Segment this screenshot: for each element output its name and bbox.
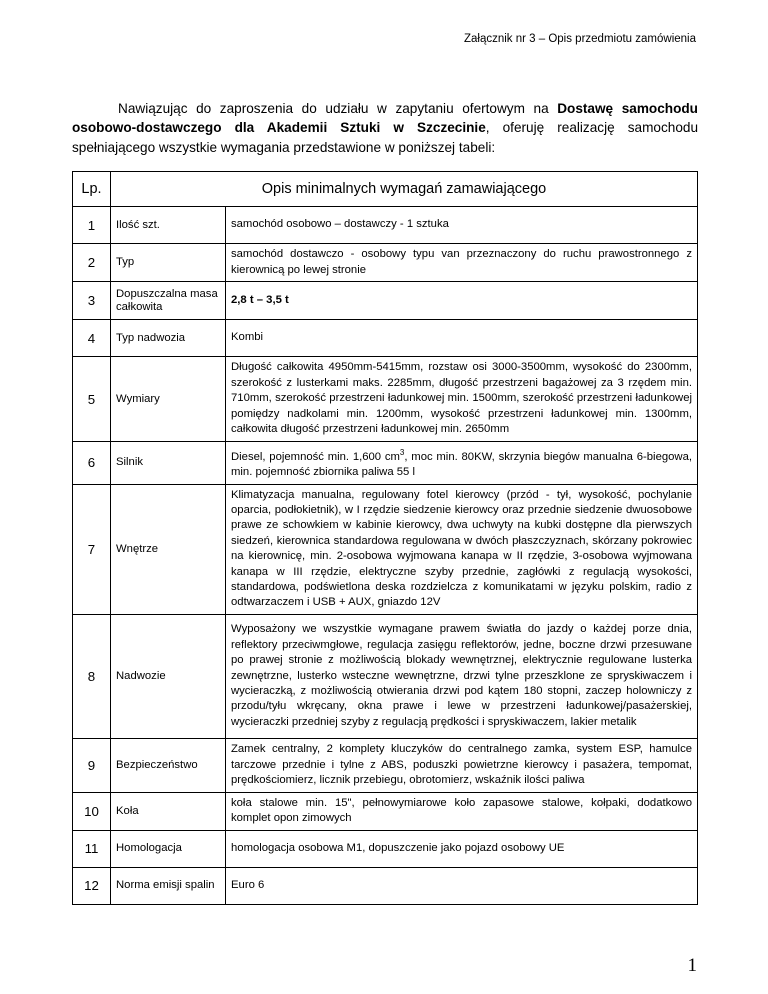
row-label: Silnik [111,442,226,485]
page-number: 1 [687,955,697,976]
engine-superscript: 3 [399,448,405,457]
row-number: 5 [73,357,111,442]
page-header: Załącznik nr 3 – Opis przedmiotu zamówienia [463,33,696,45]
row-label: Ilość szt. [111,207,226,244]
row-description: Długość całkowita 4950mm-5415mm, rozstaw osi 3000-3500mm, wysokość do 2300mm, szerokość z lusterkami maks. 2285mm, długość przestrzeni bagażowej za 3 rzędem min. 710mm, szerokość przestrzeni ładunkowej min. 1500mm, szerokość przestrzeni ładunkowej pomiędzy nadkolami min. 1200mm, wysokość przestrzeni ładunkowej min. 1300mm, całkowita długość przestrzeni ładunkowej min. 2650mm [226,357,698,442]
table-row [73,792,698,830]
table-row [73,867,698,904]
row-label: Typ nadwozia [111,320,226,357]
requirements-table [72,171,698,905]
table-row [73,614,698,738]
row-label: Wymiary [111,357,226,442]
row-label: Typ [111,244,226,282]
row-number: 9 [73,738,111,792]
row-number: 4 [73,320,111,357]
row-label: Dopuszczalna masa całkowita [111,282,226,320]
row-number: 11 [73,830,111,867]
table-row [73,244,698,282]
intro-subject: Dostawę samochodu osobowo-dostawczego dla Akademii Sztuki w Szczecinie [72,101,698,136]
row-label: Homologacja [111,830,226,867]
table-row [73,357,698,442]
intro-text-1: Nawiązując do zaproszenia do udziału w zapytaniu ofertowym na [118,101,558,116]
row-label: Koła [111,792,226,830]
table-header-row [73,172,698,207]
row-description: Zamek centralny, 2 komplety kluczyków do centralnego zamka, system ESP, hamulce tarczowe przednie i tylne z ABS, poduszki powietrzne kierowcy i pasażera, tempomat, prędkościomierz, licznik przebiegu, obrotomierz, wskaźnik ilości paliwa [226,738,698,792]
row-description: Euro 6 [226,867,698,904]
table-row [73,830,698,867]
row-description: homologacja osobowa M1, dopuszczenie jako pojazd osobowy UE [226,830,698,867]
row-description: samochód dostawczo - osobowy typu van przeznaczony do ruchu prawostronnego z kierownicą po lewej stronie [226,244,698,282]
row-description: Klimatyzacja manualna, regulowany fotel kierowcy (przód - tył, wysokość, pochylanie oparcia, podłokietnik), w I rzędzie siedzenie kierowcy oraz przednie siedzenie dwuosobowe prawe ze schowkiem w kabinie kierowcy, dwa uchwyty na kubki dostępne dla pierwszych siedzeń, kierownica standardowa regulowana w dwóch płaszczyznach, skórzany pokrowiec na kierownicę, min. 2-osobowa wyjmowana kanapa w II rzędzie, 3-osobowa wyjmowana kanapa w III rzędzie, elektryczne szyby przednie, zagłówki z regulacją wysokości, standardowa, podświetlona deska rozdzielcza z komunikatami w języku polskim, radio z odtwarzaczem i USB + AUX, gniazdo 12V [226,484,698,614]
intro-text-2: , oferuję realizację samochodu spełniającego wszystkie wymagania przedstawione w poniższej tabeli: [72,120,699,155]
row-number: 8 [73,614,111,738]
intro-paragraph [72,99,698,157]
row-number: 10 [73,792,111,830]
row-label: Nadwozie [111,614,226,738]
row-description [226,442,698,485]
table-row [73,738,698,792]
row-number: 6 [73,442,111,485]
col-header-desc: Opis minimalnych wymagań zamawiającego [111,172,698,207]
row-number: 12 [73,867,111,904]
engine-text-1: Diesel, pojemność min. 1,600 cm [231,450,400,463]
col-header-lp: Lp. [73,172,111,207]
row-description: samochód osobowo – dostawczy - 1 sztuka [226,207,698,244]
row-label: Bezpieczeństwo [111,738,226,792]
row-description: 2,8 t – 3,5 t [226,282,698,320]
row-label: Norma emisji spalin [111,867,226,904]
engine-text-2: , moc min. 80KW, skrzynia biegów manualna 6-biegowa, min. pojemność zbiornika paliwa 55 l [231,450,692,479]
row-number: 7 [73,484,111,614]
table-row [73,320,698,357]
row-description: Kombi [226,320,698,357]
table-row [73,484,698,614]
table-row [73,207,698,244]
row-number: 1 [73,207,111,244]
row-number: 3 [73,282,111,320]
row-description: Wyposażony we wszystkie wymagane prawem światła do jazdy o każdej porze dnia, reflektory przeciwmgłowe, regulacja zasięgu reflektorów, jedne, boczne drzwi przesuwane po prawej stronie z możliwością blokady wewnętrznej, elektrycznie regulowane lusterka zewnętrzne, lusterko wsteczne wewnętrzne, drzwi tylne przeszklone ze spryskiwaczem i wycieraczką, z możliwością otwierania drzwi pod kątem 180 stopni, zaczep holowniczy z przodu/tyłu wkręcany, okna prawe i lewe w przestrzeni ładunkowej/pasażerskiej, wycieraczki przedniej szyby z regulacją prędkości i spryskiwaczem, lakier metalik [226,614,698,738]
row-label: Wnętrze [111,484,226,614]
table-row [73,282,698,320]
table-row [73,442,698,485]
row-description: koła stalowe min. 15", pełnowymiarowe koło zapasowe stalowe, kołpaki, dodatkowo komplet opon zimowych [226,792,698,830]
row-number: 2 [73,244,111,282]
